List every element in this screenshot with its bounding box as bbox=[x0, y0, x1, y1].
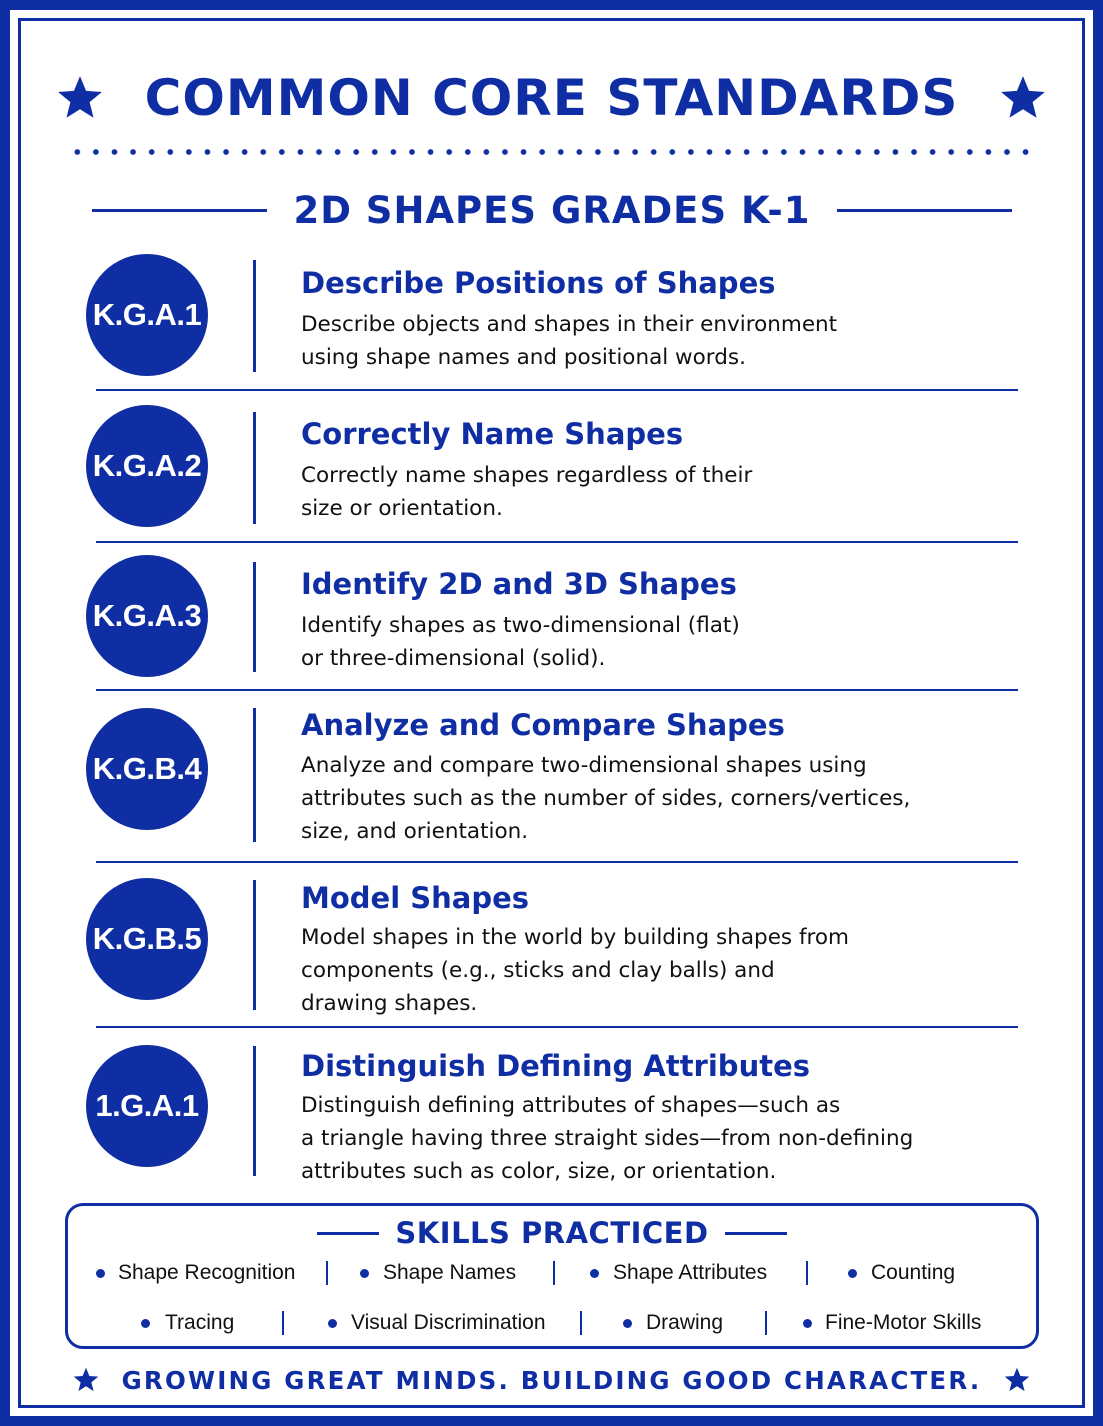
row-divider bbox=[96, 389, 1018, 391]
description-line: size or orientation. bbox=[301, 496, 503, 521]
star-icon bbox=[1003, 1366, 1031, 1394]
subtitle-row bbox=[92, 184, 1012, 236]
standard-title: Identify 2D and 3D Shapes bbox=[301, 567, 737, 601]
standard-description bbox=[301, 609, 1001, 675]
bullet-icon bbox=[590, 1269, 599, 1278]
description-line: drawing shapes. bbox=[301, 991, 478, 1016]
row-divider bbox=[96, 541, 1018, 543]
description-line: size, and orientation. bbox=[301, 819, 529, 844]
standard-title: Distinguish Defining Attributes bbox=[301, 1049, 811, 1083]
standard-title: Describe Positions of Shapes bbox=[301, 266, 776, 300]
bullet-icon bbox=[623, 1319, 632, 1328]
description-line: attributes such as the number of sides, corners/vertices, bbox=[301, 786, 911, 811]
standard-description bbox=[301, 459, 1001, 525]
dotted-divider bbox=[68, 149, 1036, 155]
row-divider bbox=[96, 689, 1018, 691]
star-icon bbox=[998, 73, 1048, 123]
standard-description bbox=[301, 308, 1001, 374]
bullet-icon bbox=[803, 1319, 812, 1328]
standard-title: Correctly Name Shapes bbox=[301, 417, 684, 451]
description-line: Model shapes in the world by building shapes from bbox=[301, 925, 849, 950]
bullet-icon bbox=[96, 1269, 105, 1278]
description-line: Analyze and compare two-dimensional shapes using bbox=[301, 753, 867, 778]
skill-item: Shape Recognition bbox=[118, 1261, 296, 1284]
standard-code-badge: K.G.A.2 bbox=[86, 405, 208, 527]
skill-separator bbox=[553, 1261, 555, 1285]
skill-item: Fine-Motor Skills bbox=[825, 1311, 982, 1334]
vertical-divider bbox=[253, 1046, 256, 1176]
description-line: a triangle having three straight sides—from non-defining bbox=[301, 1126, 914, 1151]
skills-rule-left bbox=[317, 1232, 379, 1235]
standard-code-badge: K.G.A.1 bbox=[86, 254, 208, 376]
description-line: Distinguish defining attributes of shapes—such as bbox=[301, 1093, 841, 1118]
star-icon bbox=[55, 73, 105, 123]
standard-description bbox=[301, 921, 1001, 1020]
description-line: components (e.g., sticks and clay balls) and bbox=[301, 958, 775, 983]
bullet-icon bbox=[360, 1269, 369, 1278]
description-line: Identify shapes as two-dimensional (flat) bbox=[301, 613, 740, 638]
vertical-divider bbox=[253, 260, 256, 372]
vertical-divider bbox=[253, 708, 256, 842]
page-title: COMMON CORE STANDARDS bbox=[144, 69, 959, 127]
bullet-icon bbox=[141, 1319, 150, 1328]
star-icon bbox=[72, 1366, 100, 1394]
header bbox=[0, 62, 1103, 134]
skill-item: Drawing bbox=[646, 1311, 724, 1334]
skill-separator bbox=[580, 1311, 582, 1335]
standard-title: Analyze and Compare Shapes bbox=[301, 708, 785, 742]
skills-title: SKILLS PRACTICED bbox=[395, 1216, 709, 1250]
subtitle-rule-left bbox=[92, 209, 267, 212]
skill-item: Counting bbox=[871, 1261, 956, 1284]
row-divider bbox=[96, 1026, 1018, 1028]
skill-item: Tracing bbox=[165, 1311, 235, 1334]
footer-slogan: GROWING GREAT MINDS. BUILDING GOOD CHARACTER. bbox=[121, 1365, 982, 1395]
standard-code-badge: K.G.B.5 bbox=[86, 878, 208, 1000]
description-line: Describe objects and shapes in their environment bbox=[301, 312, 838, 337]
standard-code-badge: K.G.A.3 bbox=[86, 555, 208, 677]
skills-box bbox=[65, 1203, 1039, 1349]
description-line: Correctly name shapes regardless of their bbox=[301, 463, 753, 488]
skill-separator bbox=[806, 1261, 808, 1285]
skill-separator bbox=[765, 1311, 767, 1335]
subtitle-rule-right bbox=[837, 209, 1012, 212]
standard-title: Model Shapes bbox=[301, 881, 530, 915]
skills-header bbox=[68, 1216, 1036, 1250]
description-line: attributes such as color, size, or orientation. bbox=[301, 1159, 777, 1184]
skill-item: Shape Names bbox=[383, 1261, 517, 1284]
skill-item: Shape Attributes bbox=[613, 1261, 768, 1284]
description-line: using shape names and positional words. bbox=[301, 345, 746, 370]
standard-code-badge: 1.G.A.1 bbox=[86, 1045, 208, 1167]
footer bbox=[0, 1360, 1103, 1400]
bullet-icon bbox=[848, 1269, 857, 1278]
standard-description bbox=[301, 1089, 1001, 1188]
bullet-icon bbox=[328, 1319, 337, 1328]
row-divider bbox=[96, 861, 1018, 863]
vertical-divider bbox=[253, 412, 256, 524]
standard-code-badge: K.G.B.4 bbox=[86, 708, 208, 830]
vertical-divider bbox=[253, 562, 256, 672]
vertical-divider bbox=[253, 880, 256, 1010]
standard-description bbox=[301, 749, 1001, 848]
skill-separator bbox=[326, 1261, 328, 1285]
skills-rule-right bbox=[725, 1232, 787, 1235]
page-subtitle: 2D SHAPES GRADES K-1 bbox=[293, 188, 811, 232]
skill-separator bbox=[282, 1311, 284, 1335]
description-line: or three-dimensional (solid). bbox=[301, 646, 606, 671]
skill-item: Visual Discrimination bbox=[351, 1311, 546, 1334]
